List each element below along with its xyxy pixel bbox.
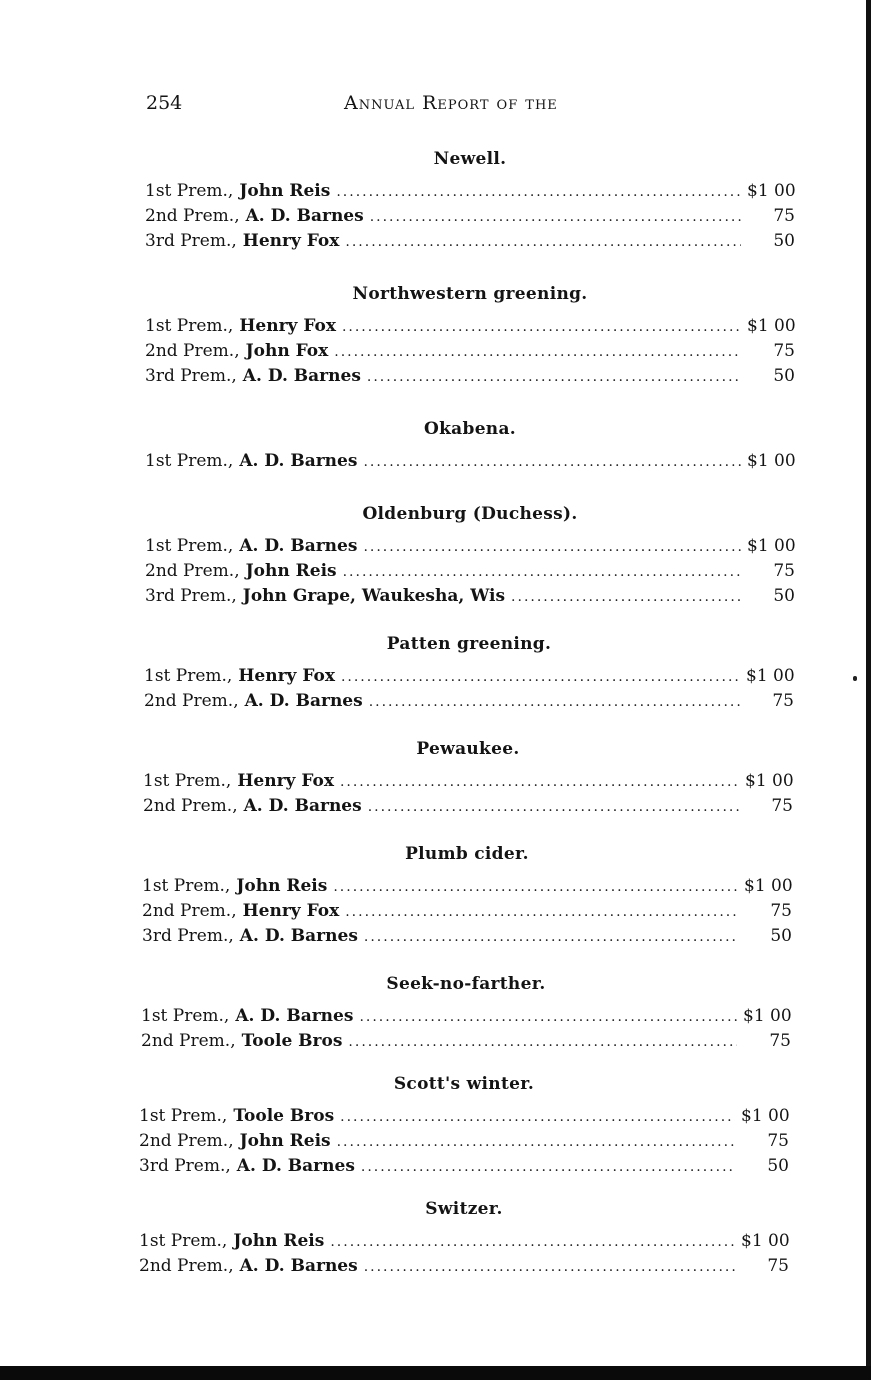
scan-edge-right <box>866 0 871 1380</box>
premium-amount: 50 <box>773 231 795 251</box>
winner-name: A. D. Barnes <box>244 691 363 711</box>
premium-amount: $1 00 <box>746 666 795 686</box>
dot-leader <box>341 669 740 685</box>
winner-name: A. D. Barnes <box>236 1156 355 1176</box>
premium-entry <box>145 536 795 561</box>
premium-amount: 75 <box>773 561 795 581</box>
premium-rank: 2nd Prem., <box>139 1256 234 1276</box>
dot-leader <box>340 1109 735 1125</box>
dot-leader <box>345 234 741 250</box>
premium-entry <box>145 451 795 476</box>
dot-leader <box>363 454 741 470</box>
dot-leader <box>330 1234 735 1250</box>
premium-entry <box>145 586 795 611</box>
section-title: Scott's winter. <box>393 1074 535 1094</box>
dot-leader <box>363 539 741 555</box>
dot-leader <box>511 589 741 605</box>
winner-name: Toole Bros <box>241 1031 343 1051</box>
running-title: Annual Report of the <box>344 92 558 114</box>
premium-rank: 3rd Prem., <box>145 366 237 386</box>
winner-name: John Reis <box>236 876 328 896</box>
premium-amount: $1 00 <box>747 451 796 471</box>
premium-rank: 2nd Prem., <box>142 901 237 921</box>
premium-entry <box>145 181 795 206</box>
premium-entry <box>145 206 795 231</box>
premium-entry <box>145 366 795 391</box>
section-title: Patten greening. <box>386 634 552 654</box>
premium-rank: 2nd Prem., <box>144 691 239 711</box>
winner-name: John Reis <box>239 181 331 201</box>
section-title: Switzer. <box>425 1199 503 1219</box>
dot-leader <box>370 209 741 225</box>
dot-leader <box>369 694 740 710</box>
premium-rank: 1st Prem., <box>145 536 234 556</box>
premium-entry <box>142 876 792 901</box>
dot-leader <box>361 1159 735 1175</box>
winner-name: A. D. Barnes <box>239 451 358 471</box>
section-title: Seek-no-farther. <box>386 974 546 994</box>
dot-leader <box>343 564 741 580</box>
premium-rank: 2nd Prem., <box>139 1131 234 1151</box>
dot-leader <box>368 799 739 815</box>
premium-rank: 1st Prem., <box>145 181 234 201</box>
premium-rank: 1st Prem., <box>145 316 234 336</box>
dot-leader <box>334 344 741 360</box>
premium-entry <box>144 691 794 716</box>
winner-name: Henry Fox <box>238 666 335 686</box>
winner-name: Henry Fox <box>237 771 334 791</box>
premium-entry <box>141 1031 791 1056</box>
scan-edge-bottom <box>0 1366 871 1380</box>
premium-rank: 3rd Prem., <box>139 1156 231 1176</box>
premium-entry <box>144 666 794 691</box>
winner-name: A. D. Barnes <box>245 206 364 226</box>
premium-entry <box>139 1231 789 1256</box>
premium-rank: 1st Prem., <box>141 1006 230 1026</box>
dot-leader <box>348 1034 737 1050</box>
premium-amount: 50 <box>767 1156 789 1176</box>
premium-amount: $1 00 <box>743 1006 792 1026</box>
premium-amount: 75 <box>773 206 795 226</box>
section-title: Northwestern greening. <box>352 284 588 304</box>
premium-amount: $1 00 <box>744 876 793 896</box>
premium-rank: 2nd Prem., <box>145 341 240 361</box>
winner-name: John Reis <box>239 1131 331 1151</box>
premium-entry <box>143 771 793 796</box>
dot-leader <box>333 879 738 895</box>
dot-leader <box>364 929 738 945</box>
premium-amount: $1 00 <box>741 1106 790 1126</box>
premium-amount: $1 00 <box>747 536 796 556</box>
winner-name: A. D. Barnes <box>235 1006 354 1026</box>
winner-name: Henry Fox <box>242 901 340 921</box>
premium-entry <box>139 1106 789 1131</box>
premium-entry <box>141 1006 791 1031</box>
premium-rank: 3rd Prem., <box>145 231 237 251</box>
premium-entry <box>145 231 795 256</box>
premium-entry <box>145 561 795 586</box>
premium-rank: 1st Prem., <box>145 451 234 471</box>
dot-leader <box>340 774 739 790</box>
dot-leader <box>364 1259 735 1275</box>
premium-rank: 1st Prem., <box>142 876 231 896</box>
premium-rank: 3rd Prem., <box>145 586 237 606</box>
premium-rank: 2nd Prem., <box>141 1031 236 1051</box>
scan-speck <box>853 676 857 681</box>
premium-rank: 2nd Prem., <box>145 561 240 581</box>
premium-entry <box>139 1156 789 1181</box>
winner-name: Henry Fox <box>242 231 340 251</box>
premium-amount: 75 <box>769 1031 791 1051</box>
premium-rank: 1st Prem., <box>139 1106 228 1126</box>
premium-amount: $1 00 <box>747 316 796 336</box>
premium-entry <box>145 316 795 341</box>
premium-entry <box>145 341 795 366</box>
premium-entry <box>142 901 792 926</box>
page-header <box>146 92 796 118</box>
premium-entry <box>142 926 792 951</box>
premium-amount: 50 <box>773 366 795 386</box>
winner-name: Henry Fox <box>239 316 336 336</box>
section-title: Oldenburg (Duchess). <box>362 504 578 524</box>
dot-leader <box>342 319 741 335</box>
premium-amount: 75 <box>767 1256 789 1276</box>
winner-name: A. D. Barnes <box>239 926 358 946</box>
premium-amount: 75 <box>772 691 794 711</box>
premium-amount: 75 <box>771 796 793 816</box>
winner-name: Toole Bros <box>233 1106 335 1126</box>
winner-name: A. D. Barnes <box>242 366 361 386</box>
winner-name: A. D. Barnes <box>239 1256 358 1276</box>
premium-rank: 3rd Prem., <box>142 926 234 946</box>
premium-amount: 50 <box>773 586 795 606</box>
winner-name: A. D. Barnes <box>243 796 362 816</box>
section-title: Newell. <box>433 149 507 169</box>
premium-amount: 75 <box>770 901 792 921</box>
section-title: Okabena. <box>424 419 516 439</box>
page-number: 254 <box>146 92 183 114</box>
winner-name: A. D. Barnes <box>239 536 358 556</box>
premium-rank: 1st Prem., <box>143 771 232 791</box>
dot-leader <box>359 1009 737 1025</box>
premium-rank: 1st Prem., <box>139 1231 228 1251</box>
premium-amount: 75 <box>767 1131 789 1151</box>
premium-amount: 50 <box>770 926 792 946</box>
winner-name: John Fox <box>245 341 329 361</box>
dot-leader <box>336 184 741 200</box>
winner-name: John Reis <box>245 561 337 581</box>
premium-entry <box>139 1131 789 1156</box>
section-title: Pewaukee. <box>416 739 520 759</box>
premium-amount: 75 <box>773 341 795 361</box>
premium-rank: 1st Prem., <box>144 666 233 686</box>
section-title: Plumb cider. <box>405 844 529 864</box>
winner-name: John Grape, Waukesha, Wis <box>242 586 506 606</box>
premium-entry <box>139 1256 789 1281</box>
premium-entry <box>143 796 793 821</box>
premium-amount: $1 00 <box>745 771 794 791</box>
dot-leader <box>367 369 741 385</box>
premium-rank: 2nd Prem., <box>143 796 238 816</box>
premium-amount: $1 00 <box>747 181 796 201</box>
premium-rank: 2nd Prem., <box>145 206 240 226</box>
dot-leader <box>337 1134 735 1150</box>
winner-name: John Reis <box>233 1231 325 1251</box>
premium-amount: $1 00 <box>741 1231 790 1251</box>
dot-leader <box>345 904 738 920</box>
